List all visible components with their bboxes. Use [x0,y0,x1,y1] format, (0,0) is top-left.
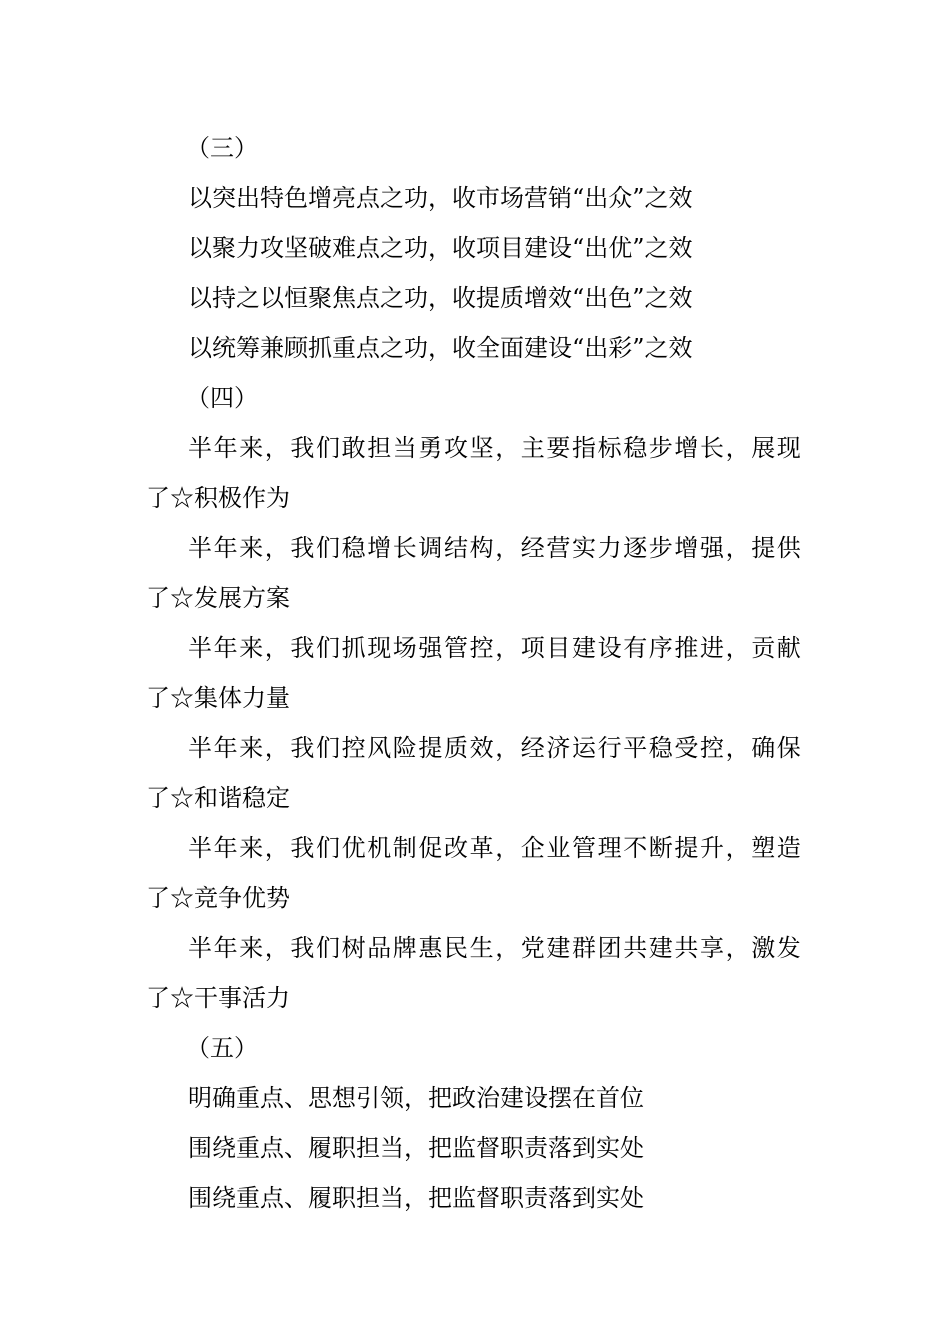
paragraph-first-line: 半年来，我们敢担当勇攻坚，主要指标稳步增长，展现 [188,434,803,462]
paragraph-continuation: 了☆和谐稳定 [146,784,290,812]
paragraph-continuation: 了☆集体力量 [146,684,290,712]
section-heading-5: （五） [186,1034,258,1062]
text-line: 以统筹兼顾抓重点之功，收全面建设“出彩”之效 [188,334,693,362]
text-line: 以突出特色增亮点之功，收市场营销“出众”之效 [188,184,693,212]
paragraph-first-line: 半年来，我们优机制促改革，企业管理不断提升，塑造 [188,834,803,862]
paragraph-first-line: 半年来，我们树品牌惠民生，党建群团共建共享，激发 [188,934,803,962]
paragraph-continuation: 了☆积极作为 [146,484,290,512]
document-page [146,123,816,1223]
section-heading-3: （三） [186,134,258,162]
text-line: 以持之以恒聚焦点之功，收提质增效“出色”之效 [188,284,693,312]
text-line: 明确重点、思想引领，把政治建设摆在首位 [188,1084,644,1112]
paragraph-first-line: 半年来，我们抓现场强管控，项目建设有序推进，贡献 [188,634,803,662]
paragraph-continuation: 了☆干事活力 [146,984,290,1012]
text-line: 围绕重点、履职担当，把监督职责落到实处 [188,1134,644,1162]
paragraph-first-line: 半年来，我们控风险提质效，经济运行平稳受控，确保 [188,734,803,762]
text-line: 围绕重点、履职担当，把监督职责落到实处 [188,1184,644,1212]
section-heading-4: （四） [186,384,258,412]
paragraph-continuation: 了☆竞争优势 [146,884,290,912]
paragraph-continuation: 了☆发展方案 [146,584,290,612]
text-line: 以聚力攻坚破难点之功，收项目建设“出优”之效 [188,234,693,262]
paragraph-first-line: 半年来，我们稳增长调结构，经营实力逐步增强，提供 [188,534,803,562]
